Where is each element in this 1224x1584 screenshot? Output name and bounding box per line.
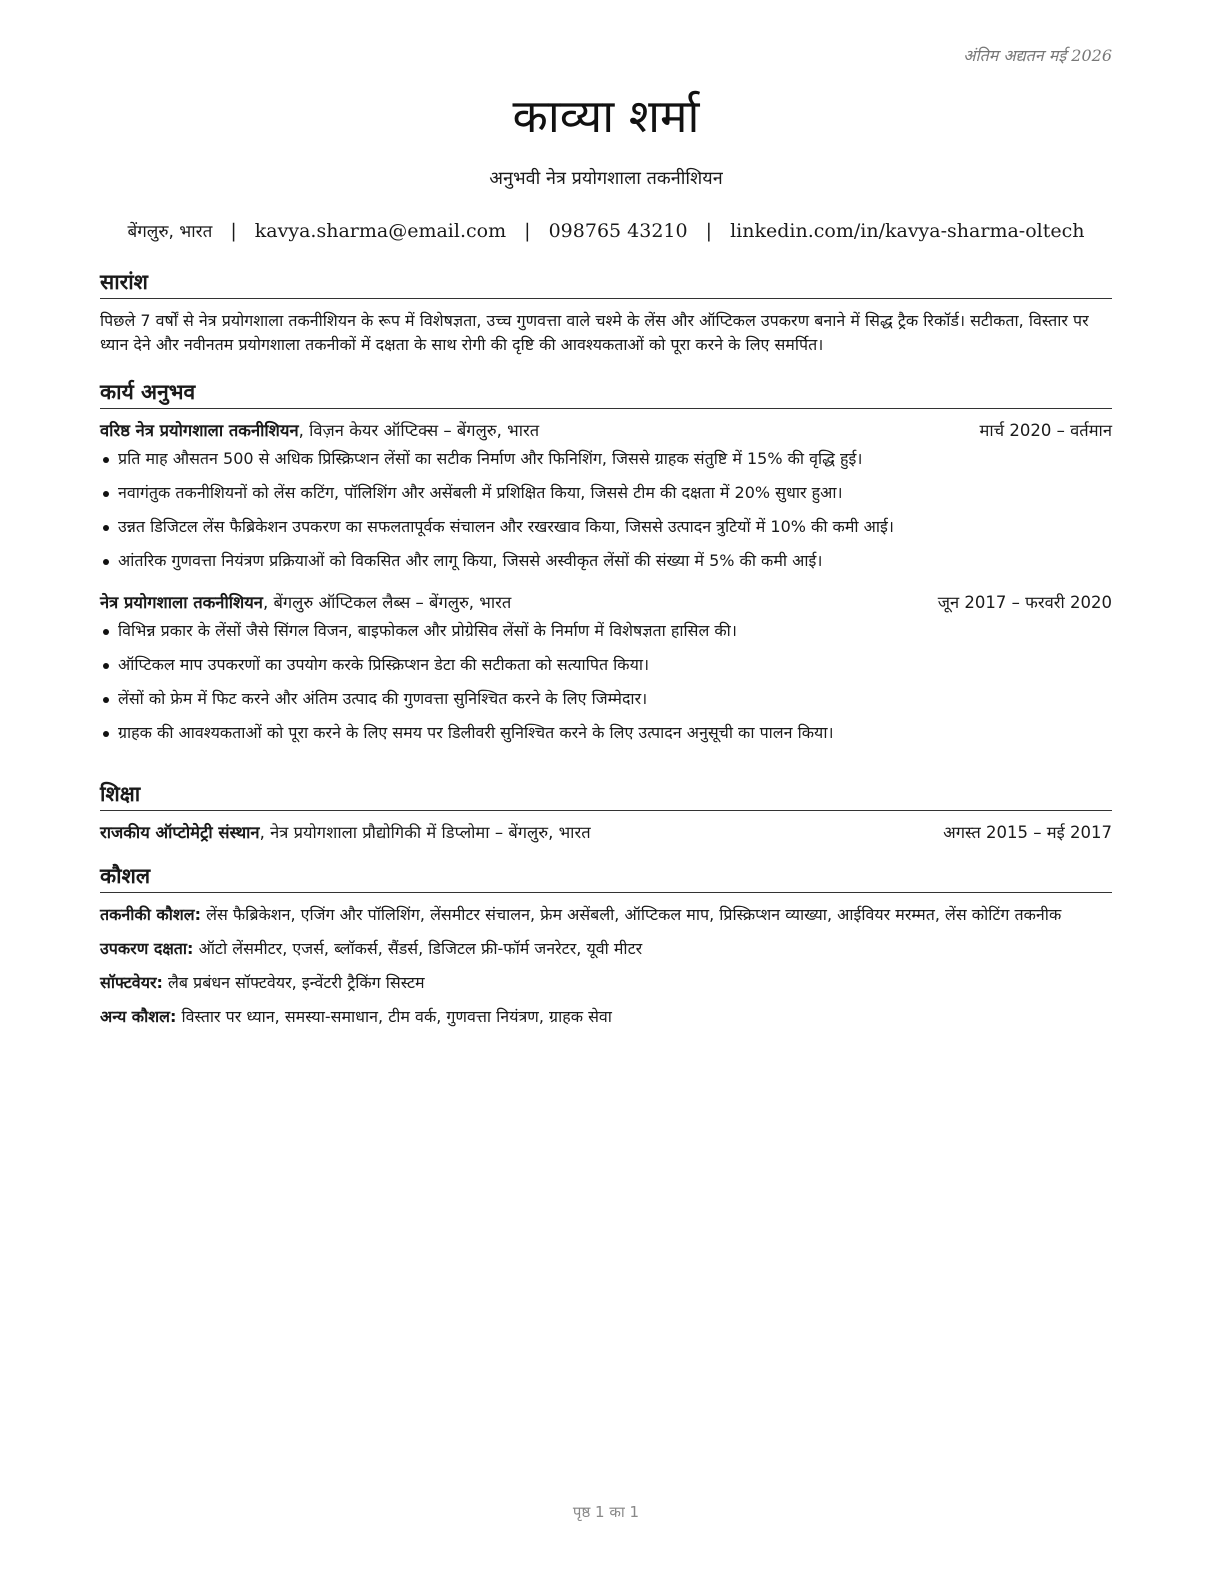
skill-line (100, 937, 1112, 961)
job-bullet: नवागंतुक तकनीशियनों को लेंस कटिंग, पॉलिशिंग और असेंबली में प्रशिक्षित किया, जिससे टीम की दक्षता में 20% सुधार हुआ। (100, 481, 1112, 505)
job-title-org (100, 591, 511, 615)
skills-heading: कौशल (100, 862, 1112, 893)
skill-value: लेंस फैब्रिकेशन, एजिंग और पॉलिशिंग, लेंसमीटर संचालन, फ्रेम असेंबली, ऑप्टिकल माप, प्रिस्क्रिप्शन व्याख्या, आईवियर मरम्मत, लेंस कोटिंग तकनीक (206, 905, 1062, 924)
job-bullet: प्रति माह औसतन 500 से अधिक प्रिस्क्रिप्शन लेंसों का सटीक निर्माण और फिनिशिंग, जिससे ग्राहक संतुष्टि में 15% की वृद्धि हुई। (100, 447, 1112, 471)
page-number: पृष्ठ 1 का 1 (572, 1503, 640, 1521)
job-header (100, 419, 1112, 443)
education-detail: , नेत्र प्रयोगशाला प्रौद्योगिकी में डिप्लोमा – बेंगलुरु, भारत (259, 823, 591, 842)
experience-heading: कार्य अनुभव (100, 378, 1112, 409)
contact-separator: | (230, 220, 237, 242)
contact-location: बेंगलुरु, भारत (127, 222, 213, 242)
skill-line (100, 971, 1112, 995)
contact-phone[interactable]: 098765 43210 (548, 220, 688, 242)
candidate-name: काव्या शर्मा (512, 89, 700, 143)
education-school-detail (100, 821, 591, 845)
contact-line (100, 219, 1112, 242)
skill-label: तकनीकी कौशल: (100, 905, 201, 924)
skill-value: विस्तार पर ध्यान, समस्या-समाधान, टीम वर्क, गुणवत्ता नियंत्रण, ग्राहक सेवा (181, 1007, 612, 1026)
skill-line (100, 1005, 1112, 1029)
job-bullet: विभिन्न प्रकार के लेंसों जैसे सिंगल विजन, बाइफोकल और प्रोग्रेसिव लेंसों के निर्माण में विशेषज्ञता हासिल की। (100, 619, 1112, 643)
skills-section (100, 862, 1112, 1039)
job-bullet: ऑप्टिकल माप उपकरणों का उपयोग करके प्रिस्क्रिप्शन डेटा की सटीकता को सत्यापित किया। (100, 653, 1112, 677)
job-bullet: आंतरिक गुणवत्ता नियंत्रण प्रक्रियाओं को विकसित और लागू किया, जिससे अस्वीकृत लेंसों की संख्या में 5% की कमी आई। (100, 549, 1112, 573)
skill-label: सॉफ्टवेयर: (100, 973, 163, 992)
skill-line (100, 903, 1112, 927)
education-school: राजकीय ऑप्टोमेट्री संस्थान (100, 823, 260, 842)
education-section (100, 780, 1112, 845)
job-entry (100, 591, 1112, 745)
job-dates: जून 2017 – फरवरी 2020 (937, 593, 1112, 612)
job-role: नेत्र प्रयोगशाला तकनीशियन (100, 593, 263, 612)
job-bullets (100, 447, 1112, 573)
experience-section (100, 378, 1112, 755)
contact-email[interactable]: kavya.sharma@email.com (254, 220, 507, 242)
skill-value: लैब प्रबंधन सॉफ्टवेयर, इन्वेंटरी ट्रैकिंग सिस्टम (168, 973, 425, 992)
job-dates: मार्च 2020 – वर्तमान (979, 421, 1112, 440)
summary-text: पिछले 7 वर्षों से नेत्र प्रयोगशाला तकनीशियन के रूप में विशेषज्ञता, उच्च गुणवत्ता वाले चश्मे के लेंस और ऑप्टिकल उपकरण बनाने में सिद्ध ट्रैक रिकॉर्ड। सटीकता, विस्तार पर ध्यान देने और नवीनतम प्रयोगशाला तकनीकों में दक्षता के साथ रोगी की दृष्टि की आवश्यकताओं को पूरा करने के लिए समर्पित। (100, 311, 1089, 354)
summary-section (100, 268, 1112, 357)
contact-separator: | (705, 220, 713, 242)
job-entry (100, 419, 1112, 573)
job-header (100, 591, 1112, 615)
education-heading: शिक्षा (100, 780, 1112, 811)
contact-separator: | (524, 220, 531, 242)
education-entry (100, 821, 1112, 845)
job-bullet: लेंसों को फ्रेम में फिट करने और अंतिम उत्पाद की गुणवत्ता सुनिश्चित करने के लिए जिम्मेदार। (100, 687, 1112, 711)
headline: अनुभवी नेत्र प्रयोगशाला तकनीशियन (489, 168, 723, 189)
job-bullets (100, 619, 1112, 745)
job-title-org (100, 419, 539, 443)
job-bullet: उन्नत डिजिटल लेंस फैब्रिकेशन उपकरण का सफलतापूर्वक संचालन और रखरखाव किया, जिससे उत्पादन त्रुटियों में 10% की कमी आई। (100, 515, 1112, 539)
skill-label: उपकरण दक्षता: (100, 939, 194, 958)
skill-value: ऑटो लेंसमीटर, एजर्स, ब्लॉकर्स, सैंडर्स, डिजिटल फ्री-फॉर्म जनरेटर, यूवी मीटर (198, 939, 643, 958)
job-bullet: ग्राहक की आवश्यकताओं को पूरा करने के लिए समय पर डिलीवरी सुनिश्चित करने के लिए उत्पादन अनुसूची का पालन किया। (100, 721, 1112, 745)
contact-linkedin[interactable]: linkedin.com/in/kavya-sharma-oltech (730, 220, 1085, 242)
job-role: वरिष्ठ नेत्र प्रयोगशाला तकनीशियन (100, 421, 299, 440)
last-updated: अंतिम अद्यतन मई 2026 (963, 46, 1112, 65)
job-org: , विज़न केयर ऑप्टिक्स – बेंगलुरु, भारत (298, 421, 540, 440)
skill-label: अन्य कौशल: (100, 1007, 177, 1026)
summary-heading: सारांश (100, 268, 1112, 299)
education-dates: अगस्त 2015 – मई 2017 (943, 823, 1112, 842)
job-org: , बेंगलुरु ऑप्टिकल लैब्स – बेंगलुरु, भारत (262, 593, 512, 612)
